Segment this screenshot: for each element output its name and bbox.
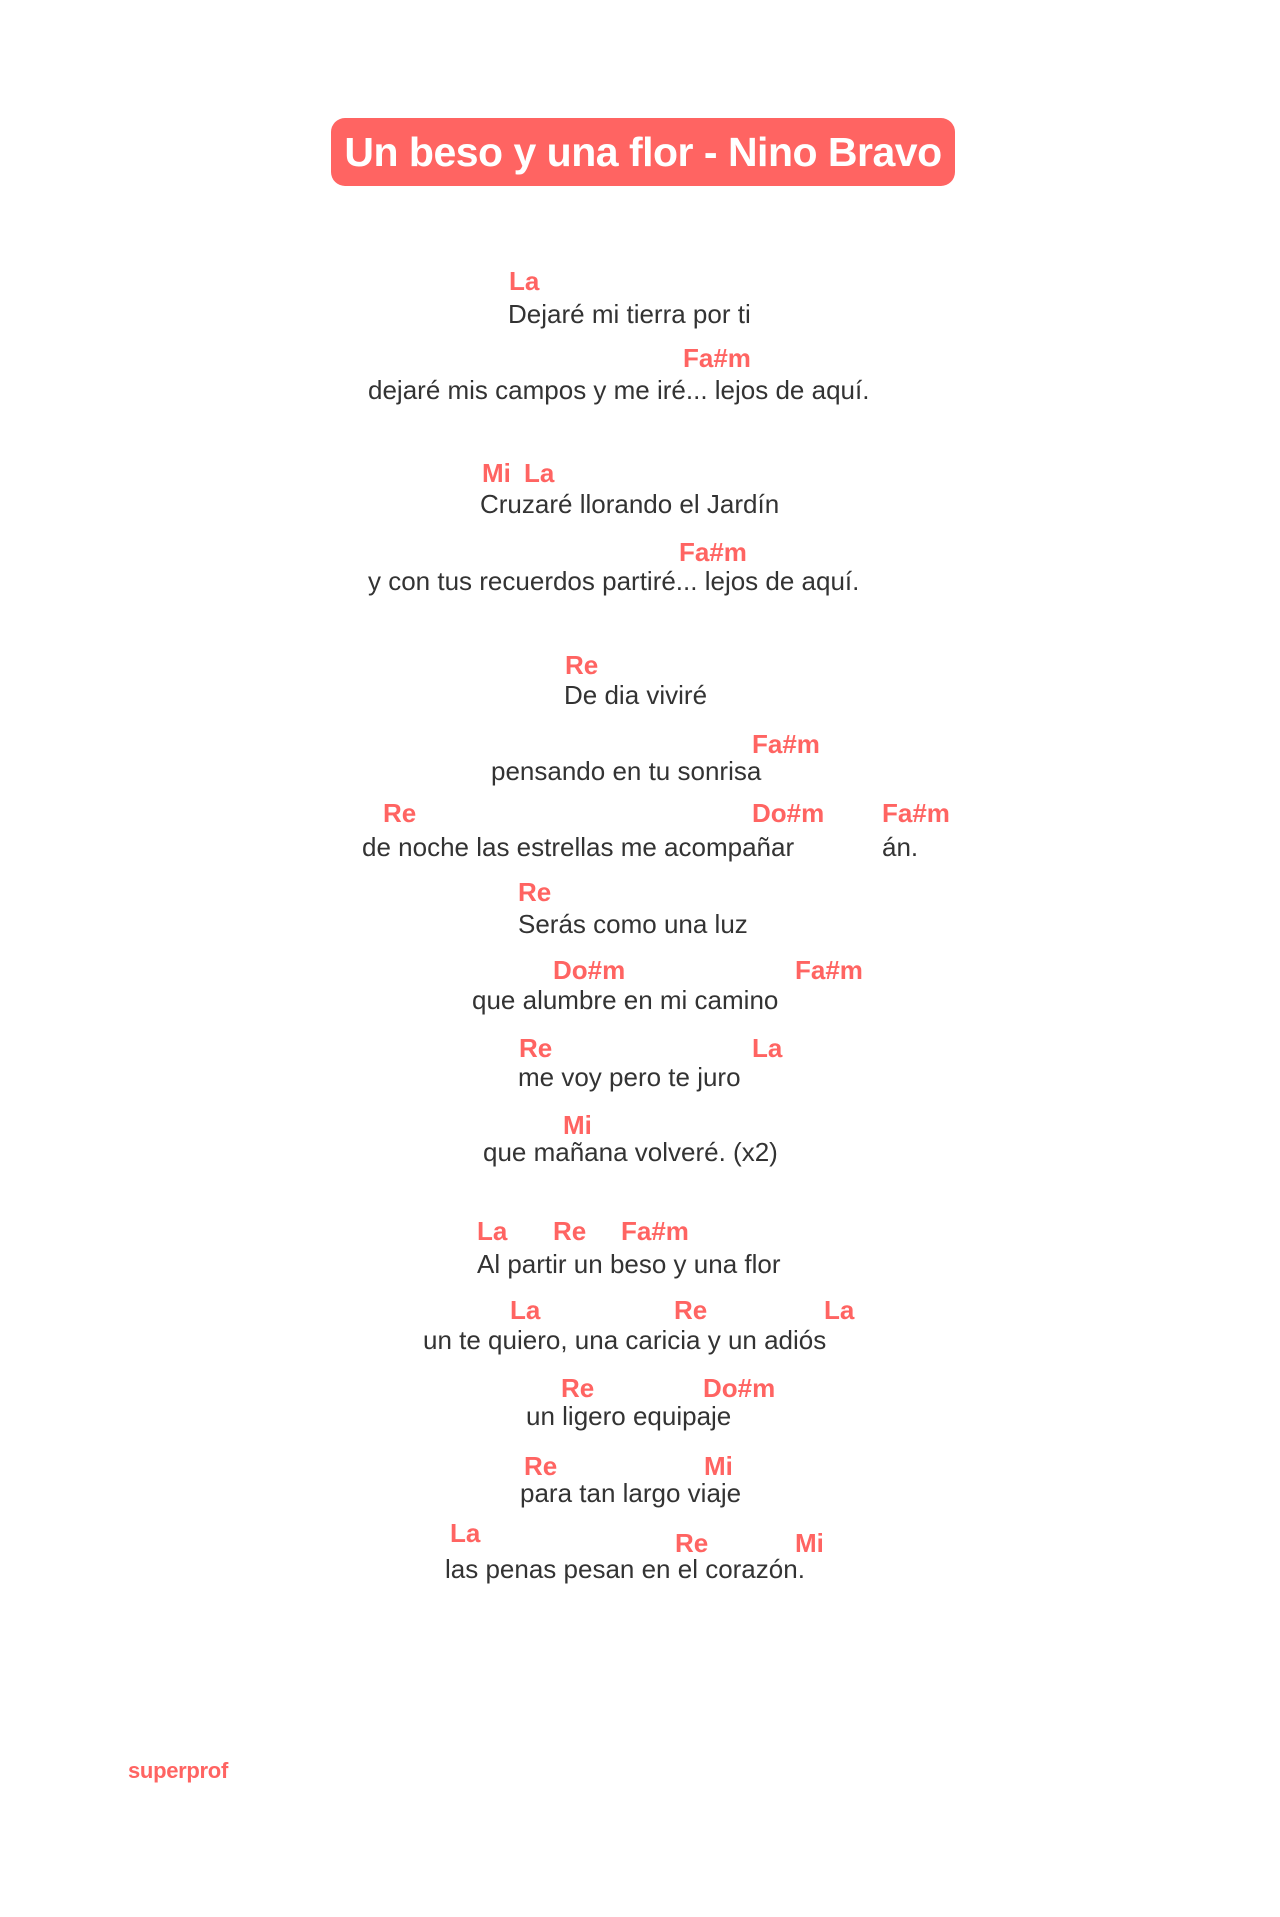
chord: Fa#m	[752, 729, 820, 759]
lyric-line: un ligero equipaje	[526, 1401, 732, 1431]
chord: La	[510, 1295, 541, 1325]
chord: Fa#m	[882, 798, 950, 828]
chord: Do#m	[752, 798, 825, 828]
lyric-line: Al partir un beso y una flor	[477, 1249, 781, 1279]
chord: Fa#m	[621, 1216, 689, 1246]
lyric-line: pensando en tu sonrisa	[491, 756, 762, 786]
chord: Do#m	[553, 955, 626, 985]
lyric-line: dejaré mis campos y me iré... lejos de aquí.	[368, 375, 870, 405]
lyric-line: que mañana volveré. (x2)	[483, 1137, 778, 1167]
song-title: Un beso y una flor - Nino Bravo	[331, 118, 955, 186]
lyric-line: De dia viviré	[564, 680, 708, 710]
chord: Fa#m	[679, 537, 747, 567]
chord: Mi	[563, 1110, 592, 1140]
chord: La	[477, 1216, 508, 1246]
chord: Re	[383, 798, 417, 828]
chord: Re	[674, 1295, 708, 1325]
lyric-line: y con tus recuerdos partiré... lejos de aquí.	[368, 566, 860, 596]
lyric-line: me voy pero te juro	[518, 1062, 741, 1092]
lyric-line: Dejaré mi tierra por ti	[508, 299, 751, 329]
lyric-line: para tan largo viaje	[520, 1478, 742, 1508]
chord: La	[450, 1518, 481, 1548]
chord: La	[752, 1033, 783, 1063]
chord: Re	[561, 1373, 595, 1403]
chord: Re	[524, 1451, 558, 1481]
chord: Fa#m	[795, 955, 863, 985]
chord: Mi	[482, 458, 511, 488]
chord: Mi	[795, 1528, 824, 1558]
chord: La	[824, 1295, 855, 1325]
chord: La	[524, 458, 555, 488]
chord: Re	[519, 1033, 553, 1063]
chord: Do#m	[703, 1373, 776, 1403]
lyric-line: de noche las estrellas me acompañar	[362, 832, 795, 862]
chord: Re	[518, 877, 552, 907]
lyric-line: un te quiero, una caricia y un adiós	[423, 1325, 827, 1355]
lyric-line: Cruzaré llorando el Jardín	[480, 489, 780, 519]
lyric-line: Serás como una luz	[518, 909, 748, 939]
lyric-line: án.	[882, 832, 919, 862]
superprof-logo: superprof	[128, 1758, 228, 1783]
lyric-line: las penas pesan en el corazón.	[445, 1554, 805, 1584]
chord: Re	[565, 650, 599, 680]
lyric-line: que alumbre en mi camino	[472, 985, 779, 1015]
chord: La	[509, 266, 540, 296]
chord: Fa#m	[683, 343, 751, 373]
chord: Mi	[704, 1451, 733, 1481]
chord: Re	[553, 1216, 587, 1246]
chord: Re	[675, 1528, 709, 1558]
